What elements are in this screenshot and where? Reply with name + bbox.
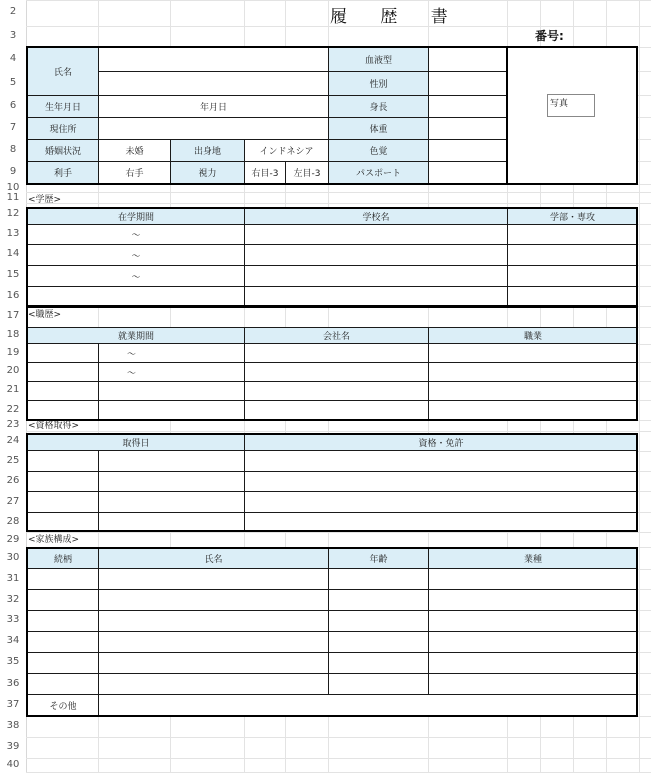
family-name-cell[interactable] bbox=[98, 673, 329, 695]
grid-row-line bbox=[26, 192, 651, 193]
marital-status-label: 婚姻状況 bbox=[27, 139, 99, 162]
work-period-header: 就業期間 bbox=[27, 327, 245, 344]
grid-row-line bbox=[26, 203, 651, 204]
license-date-cell-b[interactable] bbox=[98, 491, 245, 513]
photo-divider bbox=[506, 46, 508, 185]
work-company-header: 会社名 bbox=[244, 327, 429, 344]
license-date-cell-a[interactable] bbox=[27, 450, 99, 472]
work-company-cell[interactable] bbox=[244, 381, 429, 401]
grid-row-line bbox=[26, 716, 651, 717]
work-period-end-cell[interactable]: 〜 bbox=[98, 343, 245, 363]
grid-row-line bbox=[26, 184, 651, 185]
photo-placeholder[interactable]: 写真 bbox=[547, 94, 595, 117]
education-major-cell[interactable] bbox=[507, 244, 638, 266]
row-number[interactable]: 24 bbox=[6, 435, 20, 446]
family-job-cell[interactable] bbox=[428, 568, 638, 590]
license-date-header: 取得日 bbox=[27, 434, 245, 451]
family-age-cell[interactable] bbox=[328, 673, 429, 695]
license-section-label: <資格取得> bbox=[28, 421, 80, 431]
family-name-cell[interactable] bbox=[98, 631, 329, 653]
family-job-header: 業種 bbox=[428, 548, 638, 569]
row-number[interactable]: 27 bbox=[6, 496, 20, 507]
work-job-header: 職業 bbox=[428, 327, 638, 344]
grid-row-line bbox=[26, 737, 651, 738]
license-name-cell[interactable] bbox=[244, 491, 638, 513]
row-number[interactable]: 10 bbox=[6, 182, 20, 193]
row-number[interactable]: 16 bbox=[6, 290, 20, 301]
family-relation-cell[interactable] bbox=[27, 673, 99, 695]
row-number[interactable]: 5 bbox=[9, 77, 17, 88]
work-job-cell[interactable] bbox=[428, 343, 638, 363]
weight-value[interactable] bbox=[428, 117, 508, 140]
education-major-header: 学部・専攻 bbox=[507, 208, 638, 225]
row-number[interactable]: 20 bbox=[6, 365, 20, 376]
birthplace-value[interactable]: インドネシア bbox=[244, 139, 329, 162]
work-company-cell[interactable] bbox=[244, 362, 429, 382]
row-number[interactable]: 31 bbox=[6, 573, 20, 584]
work-period-start-cell[interactable] bbox=[27, 362, 99, 382]
row-number[interactable]: 40 bbox=[6, 759, 20, 770]
education-period-cell[interactable] bbox=[27, 286, 245, 307]
eyesight-label: 視力 bbox=[170, 161, 245, 184]
family-name-cell[interactable] bbox=[98, 652, 329, 674]
family-job-cell[interactable] bbox=[428, 589, 638, 611]
row-number[interactable]: 26 bbox=[6, 475, 20, 486]
row-number[interactable]: 39 bbox=[6, 741, 20, 752]
work-job-cell[interactable] bbox=[428, 381, 638, 401]
license-date-cell-b[interactable] bbox=[98, 471, 245, 492]
row-number[interactable]: 28 bbox=[6, 516, 20, 527]
row-number[interactable]: 22 bbox=[6, 404, 20, 415]
grid-col-line bbox=[639, 0, 640, 772]
license-date-cell-a[interactable] bbox=[27, 491, 99, 513]
work-section-label: <職歴> bbox=[28, 310, 62, 320]
family-age-cell[interactable] bbox=[328, 652, 429, 674]
grid-row-line bbox=[26, 532, 651, 533]
family-relation-cell[interactable] bbox=[27, 610, 99, 632]
family-name-cell[interactable] bbox=[98, 568, 329, 590]
row-number[interactable]: 34 bbox=[6, 635, 20, 646]
row-number[interactable]: 25 bbox=[6, 455, 20, 466]
education-major-cell[interactable] bbox=[507, 265, 638, 287]
row-number[interactable]: 9 bbox=[9, 166, 17, 177]
resume-title: 履 歴 書 bbox=[330, 7, 462, 27]
row-number[interactable]: 19 bbox=[6, 347, 20, 358]
weight-label: 体重 bbox=[328, 117, 429, 140]
family-job-cell[interactable] bbox=[428, 610, 638, 632]
family-other-value[interactable] bbox=[98, 694, 638, 716]
row-number[interactable]: 30 bbox=[6, 552, 20, 563]
family-relation-cell[interactable] bbox=[27, 568, 99, 590]
row-number[interactable]: 3 bbox=[9, 30, 17, 41]
row-number[interactable]: 37 bbox=[6, 699, 20, 710]
row-number[interactable]: 23 bbox=[6, 419, 20, 430]
gender-value[interactable] bbox=[428, 71, 508, 96]
row-number[interactable]: 13 bbox=[6, 228, 20, 239]
row-number[interactable]: 21 bbox=[6, 384, 20, 395]
family-relation-header: 続柄 bbox=[27, 548, 99, 569]
eyesight-right-value[interactable]: 右目-3 bbox=[244, 161, 286, 184]
work-period-start-cell[interactable] bbox=[27, 381, 99, 401]
education-period-cell[interactable]: 〜 bbox=[27, 224, 245, 245]
color-vision-label: 色覚 bbox=[328, 139, 429, 162]
family-job-cell[interactable] bbox=[428, 631, 638, 653]
education-school-cell[interactable] bbox=[244, 265, 508, 287]
dominant-hand-value[interactable]: 右手 bbox=[98, 161, 171, 184]
address-value[interactable] bbox=[98, 117, 329, 140]
education-school-header: 学校名 bbox=[244, 208, 508, 225]
grid-row-line bbox=[26, 0, 651, 1]
family-relation-cell[interactable] bbox=[27, 589, 99, 611]
education-school-cell[interactable] bbox=[244, 244, 508, 266]
name-label: 氏名 bbox=[27, 47, 99, 96]
family-name-cell[interactable] bbox=[98, 610, 329, 632]
birth-date-value[interactable]: 年月日 bbox=[98, 95, 329, 118]
family-other-label: その他 bbox=[27, 694, 99, 716]
row-number[interactable]: 15 bbox=[6, 269, 20, 280]
license-date-cell-b[interactable] bbox=[98, 450, 245, 472]
row-number[interactable]: 12 bbox=[6, 208, 20, 219]
license-name-cell[interactable] bbox=[244, 450, 638, 472]
education-school-cell[interactable] bbox=[244, 224, 508, 245]
birthplace-label: 出身地 bbox=[170, 139, 245, 162]
work-period-end-cell[interactable] bbox=[98, 381, 245, 401]
work-company-cell[interactable] bbox=[244, 400, 429, 421]
family-job-cell[interactable] bbox=[428, 652, 638, 674]
work-period-end-cell[interactable]: 〜 bbox=[98, 362, 245, 382]
address-label: 現住所 bbox=[27, 117, 99, 140]
row-number[interactable]: 7 bbox=[9, 122, 17, 133]
license-date-cell-b[interactable] bbox=[98, 512, 245, 532]
row-number[interactable]: 6 bbox=[9, 100, 17, 111]
row-number[interactable]: 38 bbox=[6, 720, 20, 731]
passport-value[interactable] bbox=[428, 161, 508, 184]
education-section-label: <学歴> bbox=[28, 195, 62, 205]
education-major-cell[interactable] bbox=[507, 286, 638, 307]
passport-label: パスポート bbox=[328, 161, 429, 184]
row-number[interactable]: 14 bbox=[6, 248, 20, 259]
license-name-cell[interactable] bbox=[244, 512, 638, 532]
family-name-cell[interactable] bbox=[98, 589, 329, 611]
family-job-cell[interactable] bbox=[428, 673, 638, 695]
license-date-cell-a[interactable] bbox=[27, 512, 99, 532]
family-age-header: 年齢 bbox=[328, 548, 429, 569]
row-number[interactable]: 36 bbox=[6, 678, 20, 689]
row-number[interactable]: 11 bbox=[6, 192, 20, 203]
name-value-cell-2[interactable] bbox=[98, 71, 329, 96]
education-period-cell[interactable]: 〜 bbox=[27, 265, 245, 287]
row-number[interactable]: 32 bbox=[6, 594, 20, 605]
work-company-cell[interactable] bbox=[244, 343, 429, 363]
work-period-end-cell[interactable] bbox=[98, 400, 245, 421]
row-number[interactable]: 18 bbox=[6, 329, 20, 340]
row-number[interactable]: 33 bbox=[6, 614, 20, 625]
marital-status-value[interactable]: 未婚 bbox=[98, 139, 171, 162]
education-major-cell[interactable] bbox=[507, 224, 638, 245]
family-age-cell[interactable] bbox=[328, 610, 429, 632]
height-value[interactable] bbox=[428, 95, 508, 118]
row-number[interactable]: 17 bbox=[6, 310, 20, 321]
work-job-cell[interactable] bbox=[428, 400, 638, 421]
blood-type-value[interactable] bbox=[428, 47, 508, 72]
work-job-cell[interactable] bbox=[428, 362, 638, 382]
family-name-header: 氏名 bbox=[98, 548, 329, 569]
license-date-cell-a[interactable] bbox=[27, 471, 99, 492]
family-relation-cell[interactable] bbox=[27, 631, 99, 653]
family-relation-cell[interactable] bbox=[27, 652, 99, 674]
color-vision-value[interactable] bbox=[428, 139, 508, 162]
family-age-cell[interactable] bbox=[328, 568, 429, 590]
work-period-start-cell[interactable] bbox=[27, 400, 99, 421]
family-age-cell[interactable] bbox=[328, 589, 429, 611]
row-number[interactable]: 29 bbox=[6, 534, 20, 545]
birth-date-label: 生年月日 bbox=[27, 95, 99, 118]
row-number[interactable]: 8 bbox=[9, 144, 17, 155]
number-label: 番号: bbox=[535, 29, 564, 43]
row-number[interactable]: 2 bbox=[9, 6, 17, 17]
dominant-hand-label: 利手 bbox=[27, 161, 99, 184]
family-age-cell[interactable] bbox=[328, 631, 429, 653]
grid-row-line bbox=[26, 431, 651, 432]
height-label: 身長 bbox=[328, 95, 429, 118]
license-name-header: 資格・免許 bbox=[244, 434, 638, 451]
family-section-label: <家族構成> bbox=[28, 535, 80, 545]
blood-type-label: 血液型 bbox=[328, 47, 429, 72]
row-number[interactable]: 35 bbox=[6, 656, 20, 667]
education-period-header: 在学期間 bbox=[27, 208, 245, 225]
education-period-cell[interactable]: 〜 bbox=[27, 244, 245, 266]
education-school-cell[interactable] bbox=[244, 286, 508, 307]
grid-row-line bbox=[26, 758, 651, 759]
name-value-cell[interactable] bbox=[98, 47, 329, 72]
gender-label: 性別 bbox=[328, 71, 429, 96]
row-number[interactable]: 4 bbox=[9, 53, 17, 64]
work-period-start-cell[interactable] bbox=[27, 343, 99, 363]
eyesight-left-value[interactable]: 左目-3 bbox=[285, 161, 329, 184]
license-name-cell[interactable] bbox=[244, 471, 638, 492]
